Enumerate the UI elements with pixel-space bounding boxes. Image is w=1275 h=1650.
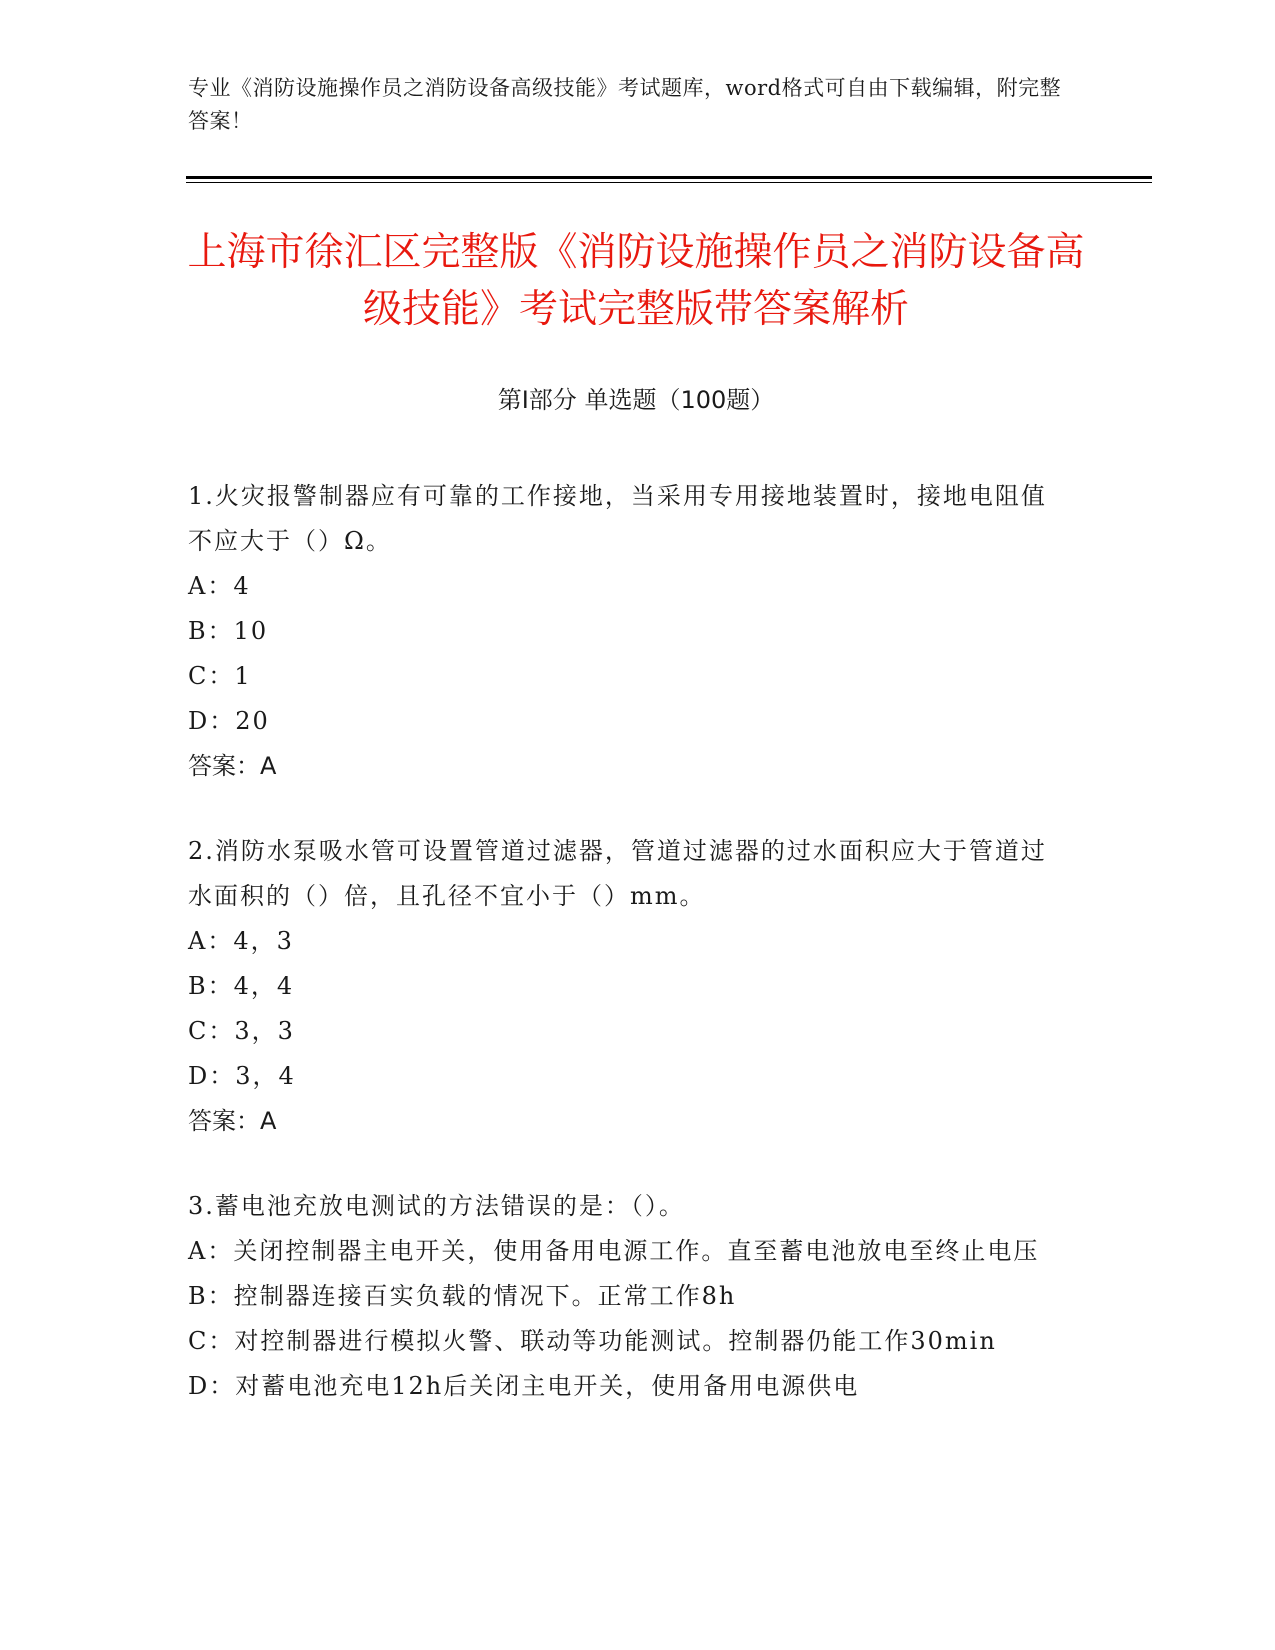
question-list (188, 474, 1068, 1449)
option-b: B：4，4 (188, 972, 295, 1000)
answer-line: 答案：A (188, 752, 277, 780)
header-divider-thick (186, 176, 1152, 179)
option-d: D：对蓄电池充电12h后关闭主电开关，使用备用电源供电 (188, 1372, 860, 1400)
option-b: B：10 (188, 617, 269, 645)
answer-line: 答案：A (188, 1107, 277, 1135)
document-title: 上海市徐汇区完整版《消防设施操作员之消防设备高级技能》考试完整版带答案解析 (187, 230, 1085, 332)
question-stem: 2.消防水泵吸水管可设置管道过滤器，管道过滤器的过水面积应大于管道过水面积的（）倍，且孔径不宜小于（）mm。 (188, 837, 1047, 910)
question-stem: 3.蓄电池充放电测试的方法错误的是：（）。 (188, 1192, 685, 1220)
option-d: D：3，4 (188, 1062, 296, 1090)
option-c: C：3，3 (188, 1017, 295, 1045)
section-heading: 第Ⅰ部分 单选题（100题） (497, 386, 775, 414)
option-c: C：1 (188, 662, 252, 690)
option-a: A：4 (188, 572, 251, 600)
option-c: C：对控制器进行模拟火警、联动等功能测试。控制器仍能工作30min (188, 1327, 997, 1355)
option-b: B：控制器连接百实负载的情况下。正常工作8h (188, 1282, 737, 1310)
question-1 (188, 474, 1068, 789)
question-stem: 1.火灾报警制器应有可靠的工作接地，当采用专用接地装置时，接地电阻值不应大于（）Ω。 (188, 482, 1047, 555)
question-2 (188, 829, 1068, 1144)
header-note: 专业《消防设施操作员之消防设备高级技能》考试题库，word格式可自由下载编辑，附完整答案！ (188, 76, 1062, 133)
option-d: D：20 (188, 707, 270, 735)
option-a: A：4，3 (188, 927, 294, 955)
question-3 (188, 1184, 1068, 1409)
header-divider-thin (186, 182, 1152, 183)
option-a: A：关闭控制器主电开关，使用备用电源工作。直至蓄电池放电至终止电压 (188, 1237, 1040, 1265)
